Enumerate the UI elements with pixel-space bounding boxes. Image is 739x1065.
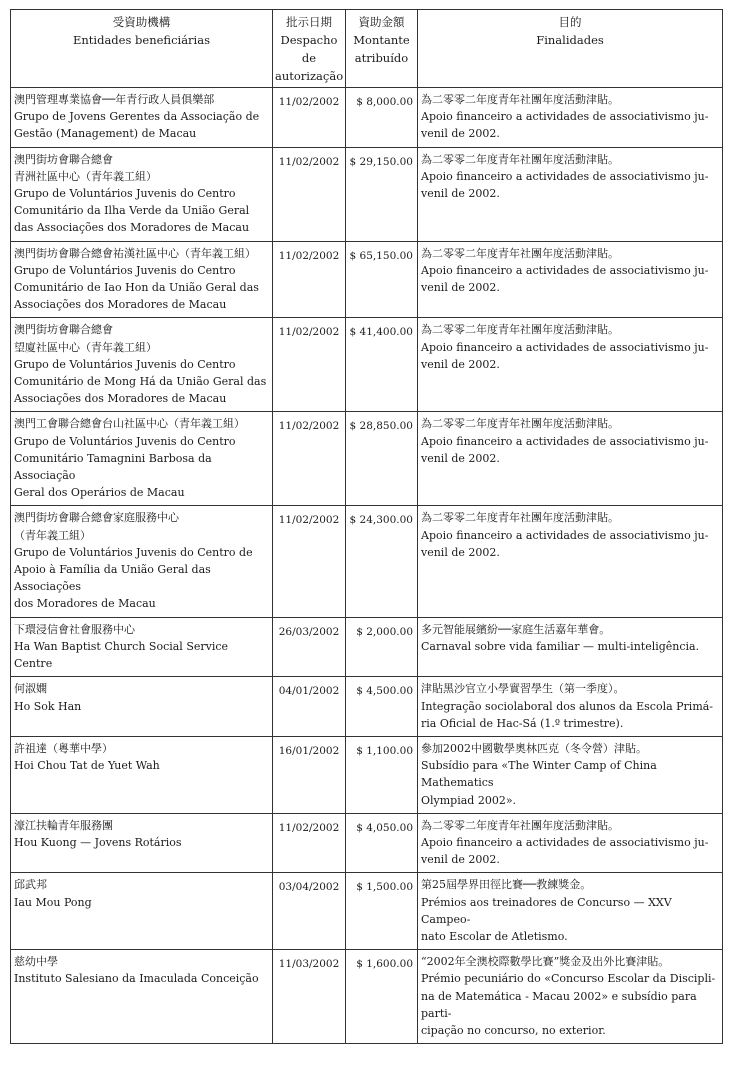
entity-line: Grupo de Voluntários Juvenis do Centro xyxy=(14,263,236,277)
table-row xyxy=(11,147,723,241)
date-header-zh: 批示日期 xyxy=(286,15,332,29)
subsidy-table xyxy=(10,9,723,1044)
entity-line: Grupo de Voluntários Juvenis do Centro xyxy=(14,357,236,371)
purpose-line: venil de 2002. xyxy=(421,281,500,295)
entity-line: 何淑嫻 xyxy=(14,682,47,696)
amount-cell: $ 8,000.00 xyxy=(346,88,418,148)
purpose-line: 為二零零二年度青年社團年度活動津貼。 xyxy=(421,323,619,337)
amount-header-zh: 資助金額 xyxy=(358,15,405,29)
purpose-cell xyxy=(418,88,723,148)
table-row xyxy=(11,736,723,813)
date-cell: 16/01/2002 xyxy=(273,736,346,813)
purpose-line: nato Escolar de Atletismo. xyxy=(421,929,568,943)
table-row xyxy=(11,506,723,617)
amount-cell: $ 4,050.00 xyxy=(346,813,418,873)
amount-cell: $ 24,300.00 xyxy=(346,506,418,617)
entity-cell xyxy=(11,813,273,873)
purpose-line: Subsídio para «The Winter Camp of China Mathematics xyxy=(421,759,657,790)
purpose-line: ria Oficial de Hac-Sá (1.º trimestre). xyxy=(421,716,624,730)
purpose-line: “2002年全澳校際數學比賽”獎金及出外比賽津貼。 xyxy=(421,955,670,969)
purpose-line: 為二零零二年度青年社團年度活動津貼。 xyxy=(421,246,619,260)
entity-line: Instituto Salesiano da Imaculada Conceição xyxy=(14,972,259,986)
purpose-line: 多元智能展繽紛──家庭生活嘉年華會。 xyxy=(421,622,611,636)
purpose-line: na de Matemática - Macau 2002» e subsídio para parti- xyxy=(421,989,697,1020)
entity-line: 邱武邦 xyxy=(14,878,47,892)
purpose-cell xyxy=(418,617,723,677)
amount-cell: $ 41,400.00 xyxy=(346,318,418,412)
date-cell: 11/02/2002 xyxy=(273,147,346,241)
purpose-line: 為二零零二年度青年社團年度活動津貼。 xyxy=(421,511,619,525)
date-cell: 26/03/2002 xyxy=(273,617,346,677)
amount-cell: $ 1,100.00 xyxy=(346,736,418,813)
table-row xyxy=(11,950,723,1044)
entity-line: 澳門工會聯合總會台山社區中心（青年義工組） xyxy=(14,417,245,431)
entity-cell xyxy=(11,950,273,1044)
table-row xyxy=(11,412,723,506)
table-row xyxy=(11,813,723,873)
purpose-column-header xyxy=(418,10,723,88)
purpose-cell xyxy=(418,506,723,617)
table-row xyxy=(11,677,723,737)
entity-line: Iau Mou Pong xyxy=(14,895,92,909)
amount-header-pt2: atribuído xyxy=(354,51,409,65)
amount-cell: $ 1,600.00 xyxy=(346,950,418,1044)
purpose-line: 為二零零二年度青年社團年度活動津貼。 xyxy=(421,417,619,431)
purpose-line: Apoio financeiro a actividades de associativismo ju- xyxy=(421,835,709,849)
purpose-cell xyxy=(418,736,723,813)
amount-cell: $ 65,150.00 xyxy=(346,241,418,318)
entity-cell xyxy=(11,677,273,737)
amount-column-header xyxy=(346,10,418,88)
entity-line: Hoi Chou Tat de Yuet Wah xyxy=(14,759,160,773)
date-cell: 11/02/2002 xyxy=(273,88,346,148)
date-header-pt1: Despacho de xyxy=(280,33,338,65)
entity-header-pt: Entidades beneficiárias xyxy=(72,33,210,47)
date-column-header xyxy=(273,10,346,88)
date-cell: 04/01/2002 xyxy=(273,677,346,737)
purpose-line: Apoio financeiro a actividades de associativismo ju- xyxy=(421,169,709,183)
table-row xyxy=(11,318,723,412)
entity-cell xyxy=(11,873,273,950)
entity-line: 慈幼中學 xyxy=(14,955,58,969)
date-cell: 11/02/2002 xyxy=(273,318,346,412)
date-cell: 03/04/2002 xyxy=(273,873,346,950)
table-row xyxy=(11,617,723,677)
date-header-pt2: autorização xyxy=(275,69,344,83)
purpose-line: Apoio financeiro a actividades de associativismo ju- xyxy=(421,263,709,277)
entity-cell xyxy=(11,147,273,241)
table-row xyxy=(11,873,723,950)
entity-header-zh: 受資助機構 xyxy=(112,15,171,29)
entity-line: Grupo de Voluntários Juvenis do Centro de xyxy=(14,545,253,559)
table-row xyxy=(11,241,723,318)
purpose-cell xyxy=(418,813,723,873)
purpose-cell xyxy=(418,950,723,1044)
purpose-header-zh: 目的 xyxy=(558,15,582,29)
entity-line: das Associações dos Moradores de Macau xyxy=(14,221,250,235)
purpose-line: Apoio financeiro a actividades de associativismo ju- xyxy=(421,110,709,124)
entity-line: 許祖達（粵華中學） xyxy=(14,741,113,755)
entity-line: Associações dos Moradores de Macau xyxy=(14,298,227,312)
entity-line: dos Moradores de Macau xyxy=(14,597,156,611)
purpose-line: venil de 2002. xyxy=(421,545,500,559)
entity-cell xyxy=(11,412,273,506)
purpose-line: Prémio pecuniário do «Concurso Escolar da Discipli- xyxy=(421,972,716,986)
entity-line: Comunitário de Iao Hon da União Geral das xyxy=(14,281,259,295)
table-row xyxy=(11,88,723,148)
purpose-header-pt: Finalidades xyxy=(536,33,604,47)
purpose-cell xyxy=(418,412,723,506)
purpose-line: Apoio financeiro a actividades de associativismo ju- xyxy=(421,528,709,542)
purpose-line: 為二零零二年度青年社團年度活動津貼。 xyxy=(421,152,619,166)
amount-cell: $ 2,000.00 xyxy=(346,617,418,677)
purpose-line: 為二零零二年度青年社團年度活動津貼。 xyxy=(421,818,619,832)
purpose-line: 為二零零二年度青年社團年度活動津貼。 xyxy=(421,93,619,106)
purpose-line: Apoio financeiro a actividades de associativismo ju- xyxy=(421,340,709,354)
entity-cell xyxy=(11,506,273,617)
entity-cell xyxy=(11,88,273,148)
purpose-line: 第25屆學界田徑比賽──教練獎金。 xyxy=(421,878,592,892)
entity-cell xyxy=(11,617,273,677)
purpose-cell xyxy=(418,318,723,412)
entity-line: 澳門街坊會聯合總會 xyxy=(14,323,113,337)
entity-line: 青洲社區中心（青年義工組） xyxy=(14,169,157,183)
entity-cell xyxy=(11,736,273,813)
purpose-line: Integração sociolaboral dos alunos da Escola Primá- xyxy=(421,699,714,713)
entity-line: （青年義工組） xyxy=(14,528,91,542)
entity-line: Comunitário da Ilha Verde da União Geral xyxy=(14,204,250,218)
entity-line: Associações dos Moradores de Macau xyxy=(14,392,227,406)
purpose-cell xyxy=(418,147,723,241)
entity-line: 澳門管理專業協會──年青行政人員俱樂部 xyxy=(14,93,215,106)
entity-line: 澳門街坊會聯合總會祐漢社區中心（青年義工組） xyxy=(14,246,256,260)
purpose-line: 津貼黑沙官立小學實習學生（第一季度）。 xyxy=(421,682,625,696)
purpose-line: Carnaval sobre vida familiar — multi-inteligência. xyxy=(421,639,700,653)
date-cell: 11/02/2002 xyxy=(273,506,346,617)
date-cell: 11/02/2002 xyxy=(273,412,346,506)
purpose-line: Apoio financeiro a actividades de associativismo ju- xyxy=(421,434,709,448)
entity-line: Geral dos Operários de Macau xyxy=(14,486,185,500)
purpose-cell xyxy=(418,677,723,737)
date-cell: 11/03/2002 xyxy=(273,950,346,1044)
date-cell: 11/02/2002 xyxy=(273,241,346,318)
entity-line: Apoio à Família da União Geral das Associações xyxy=(14,563,211,594)
entity-line: 澳門街坊會聯合總會 xyxy=(14,152,113,166)
purpose-line: 參加2002中國數學奧林匹克（冬令營）津貼。 xyxy=(421,741,647,755)
entity-line: Grupo de Voluntários Juvenis do Centro xyxy=(14,434,236,448)
amount-cell: $ 4,500.00 xyxy=(346,677,418,737)
purpose-line: venil de 2002. xyxy=(421,187,500,201)
amount-cell: $ 29,150.00 xyxy=(346,147,418,241)
purpose-line: venil de 2002. xyxy=(421,127,500,141)
entity-cell xyxy=(11,241,273,318)
entity-line: 望廈社區中心（青年義工組） xyxy=(14,340,157,354)
header-row xyxy=(11,10,723,88)
amount-cell: $ 28,850.00 xyxy=(346,412,418,506)
purpose-line: venil de 2002. xyxy=(421,357,500,371)
entity-cell xyxy=(11,318,273,412)
purpose-line: cipação no concurso, no exterior. xyxy=(421,1023,606,1037)
entity-column-header xyxy=(11,10,273,88)
amount-cell: $ 1,500.00 xyxy=(346,873,418,950)
purpose-line: Prémios aos treinadores de Concurso — XXV Campeo- xyxy=(421,895,672,926)
entity-line: 澳門街坊會聯合總會家庭服務中心 xyxy=(14,511,179,525)
entity-line: Gestão (Management) de Macau xyxy=(14,127,197,141)
entity-line: Grupo de Voluntários Juvenis do Centro xyxy=(14,187,236,201)
purpose-cell xyxy=(418,873,723,950)
entity-line: Grupo de Jovens Gerentes da Associação de xyxy=(14,110,260,124)
purpose-line: venil de 2002. xyxy=(421,451,500,465)
entity-line: Ha Wan Baptist Church Social Service Centre xyxy=(14,639,229,671)
purpose-cell xyxy=(418,241,723,318)
table-body xyxy=(11,88,723,1044)
entity-line: Comunitário de Mong Há da União Geral das xyxy=(14,375,267,389)
entity-line: 濠江扶輪青年服務團 xyxy=(14,818,113,832)
date-cell: 11/02/2002 xyxy=(273,813,346,873)
purpose-line: Olympiad 2002». xyxy=(421,793,517,807)
purpose-line: venil de 2002. xyxy=(421,853,500,867)
entity-line: 下環浸信會社會服務中心 xyxy=(14,622,135,636)
entity-line: Comunitário Tamagnini Barbosa da Associação xyxy=(14,451,212,483)
amount-header-pt1: Montante xyxy=(353,33,410,47)
entity-line: Ho Sok Han xyxy=(14,699,82,713)
entity-line: Hou Kuong — Jovens Rotários xyxy=(14,835,182,849)
